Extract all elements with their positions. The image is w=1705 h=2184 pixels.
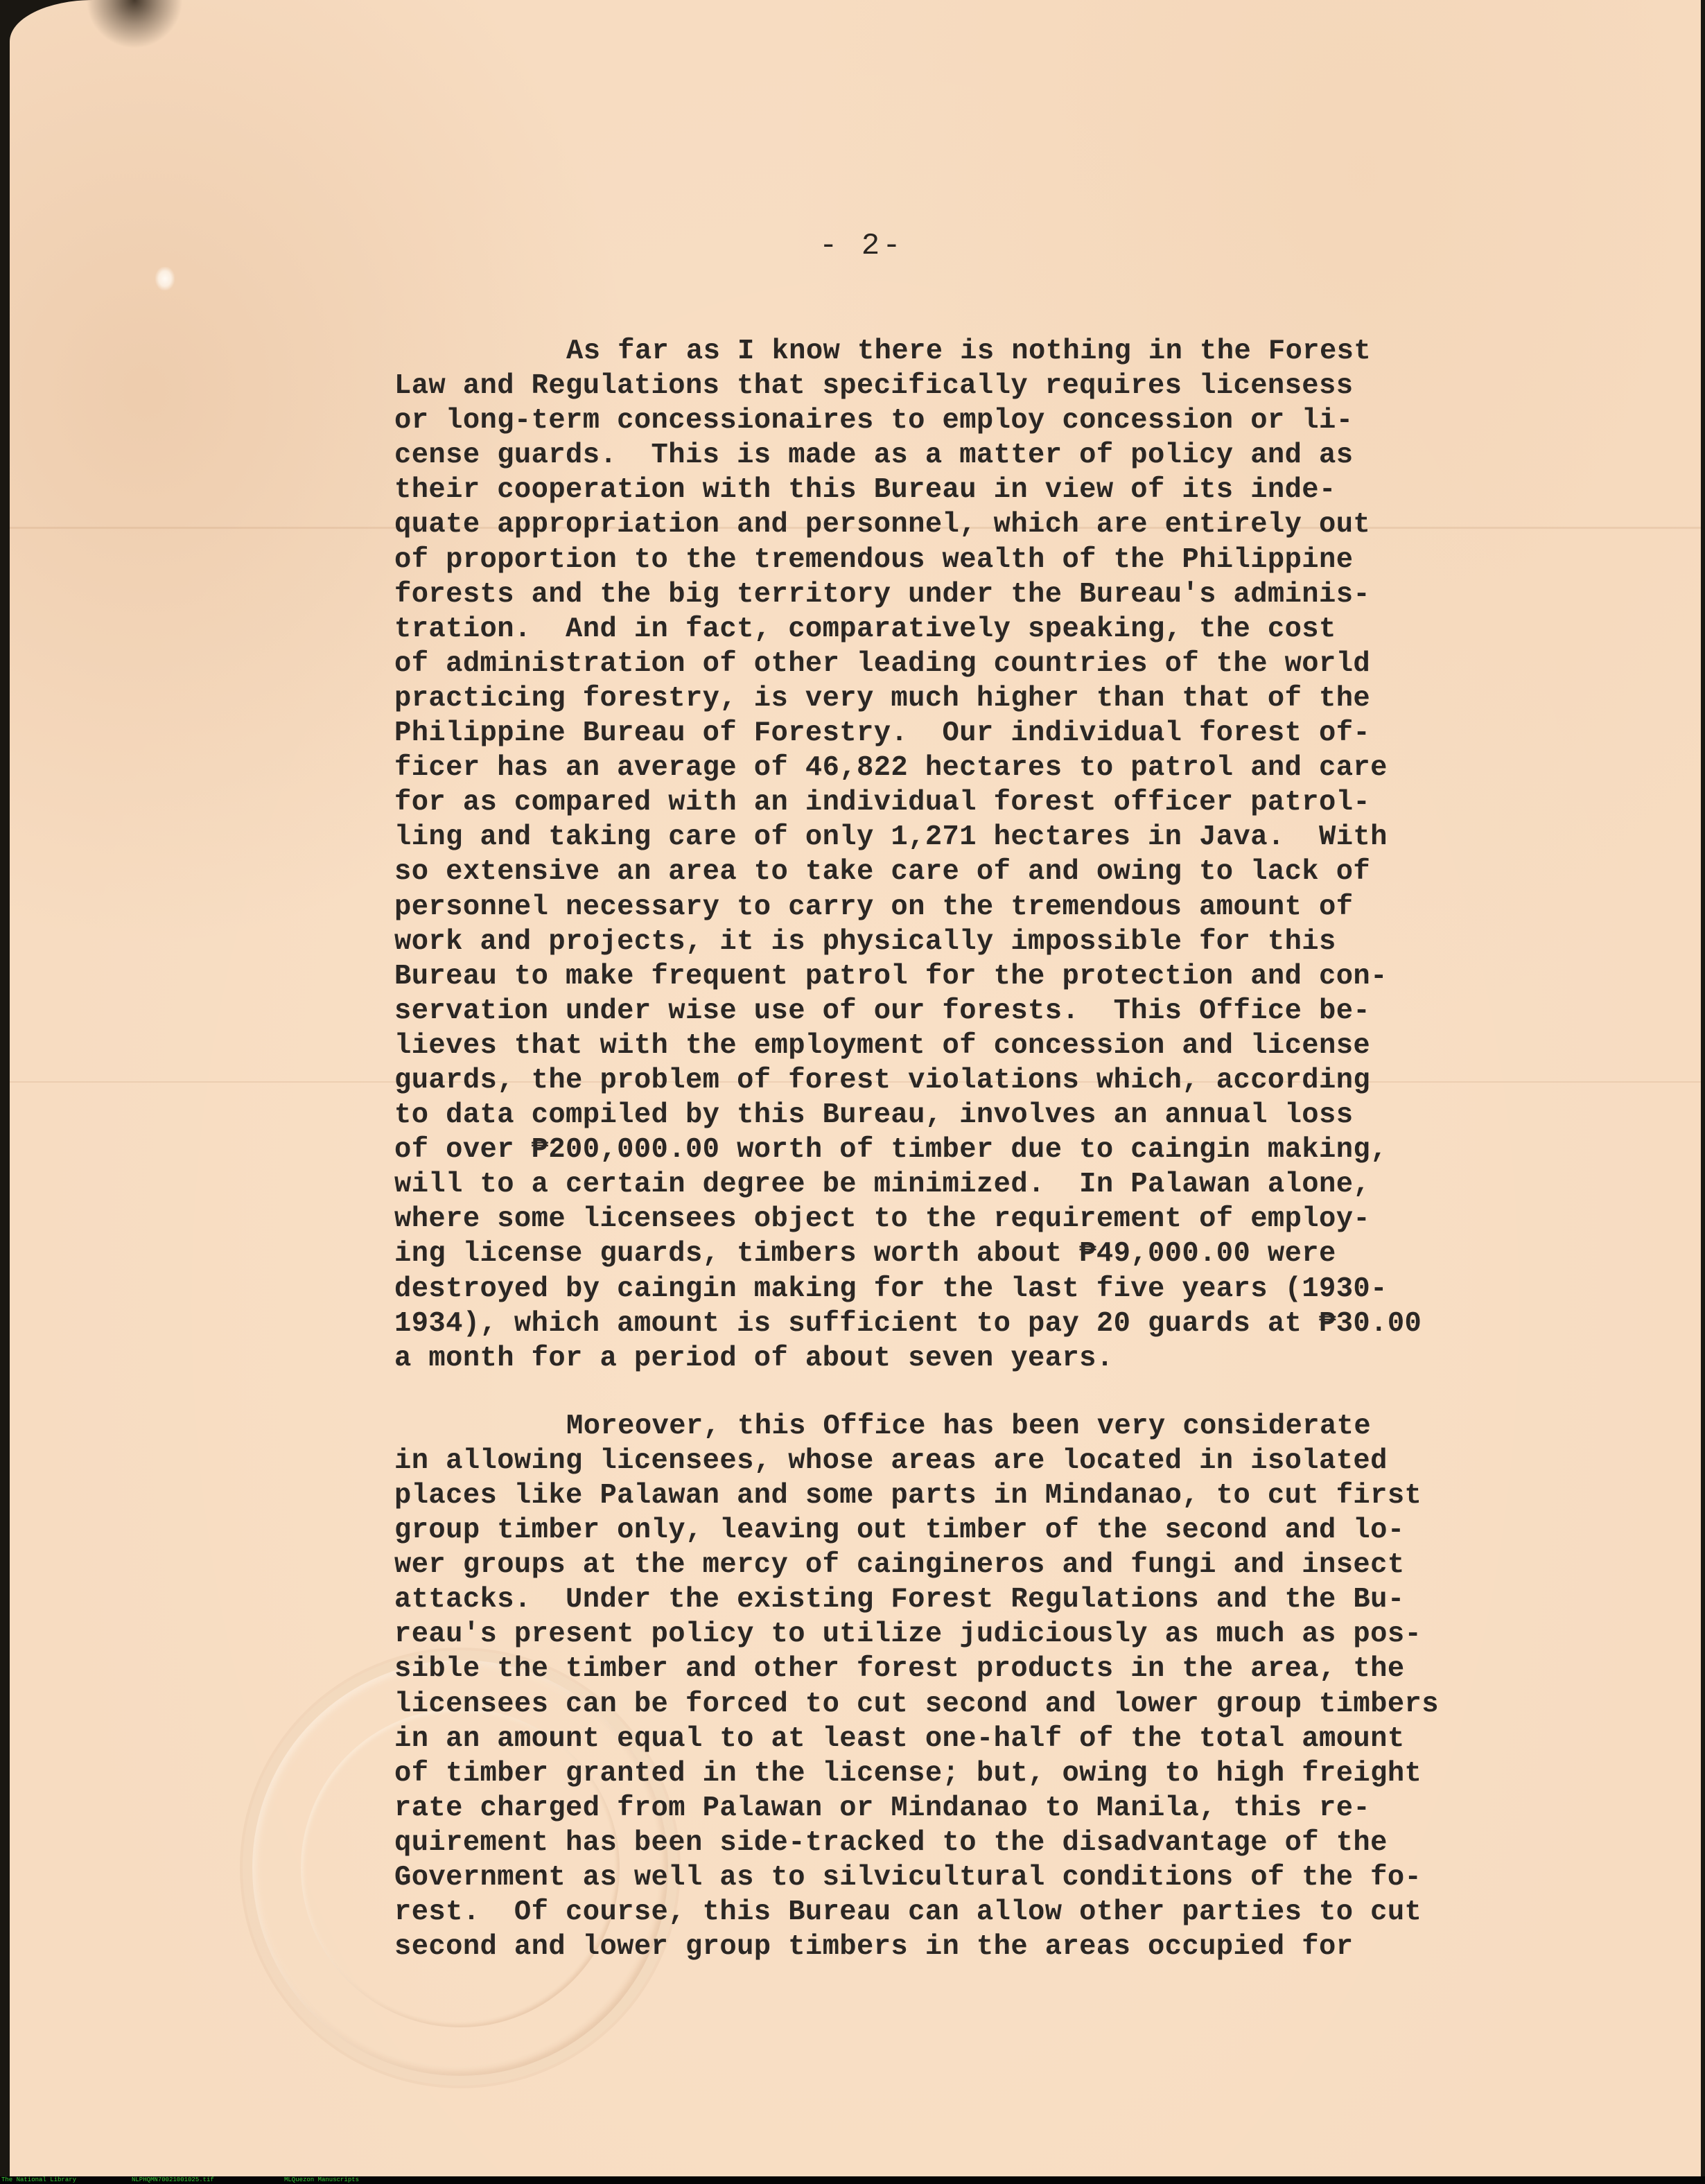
text-line: Moreover, this Office has been very considerate [566, 1410, 1372, 1442]
text-line: their cooperation with this Bureau in view of its inde- [394, 474, 1336, 507]
text-line: to data compiled by this Bureau, involves an annual loss [394, 1099, 1354, 1132]
text-line: of timber granted in the license; but, owing to high freight [394, 1757, 1422, 1790]
page-number: - 2- [819, 229, 904, 263]
footer-institution: The National Library [1, 2176, 77, 2183]
text-line: rate charged from Palawan or Mindanao to Manila, this re- [394, 1792, 1371, 1824]
text-line: in allowing licensees, whose areas are located in isolated [394, 1444, 1388, 1477]
text-line: for as compared with an individual forest officer patrol- [394, 787, 1371, 819]
text-line: personnel necessary to carry on the tremendous amount of [394, 891, 1354, 923]
footer-collection: MLQuezon Manuscripts [284, 2176, 360, 2183]
text-line: of administration of other leading countries of the world [394, 647, 1371, 680]
text-line: group timber only, leaving out timber of the second and lo- [394, 1514, 1405, 1547]
text-line: where some licensees object to the requirement of employ- [394, 1203, 1371, 1236]
text-line: in an amount equal to at least one-half of the total amount [394, 1722, 1405, 1755]
text-line: As far as I know there is nothing in the Forest [566, 335, 1372, 367]
text-line: quirement has been side-tracked to the disadvantage of the [394, 1826, 1388, 1859]
text-line: of over ₱200,000.00 worth of timber due to caingin making, [394, 1134, 1388, 1167]
text-line: rest. Of course, this Bureau can allow other parties to cut [394, 1896, 1422, 1929]
letter-body [394, 334, 1476, 1964]
text-line: lieves that with the employment of concession and license [394, 1029, 1371, 1062]
text-line: destroyed by caingin making for the last five years (1930- [394, 1273, 1388, 1305]
text-line: will to a certain degree be minimized. In Palawan alone, [394, 1169, 1371, 1201]
text-line: places like Palawan and some parts in Mindanao, to cut first [394, 1480, 1422, 1512]
text-line: servation under wise use of our forests. This Office be- [394, 995, 1371, 1027]
text-line: a month for a period of about seven years. [394, 1342, 1114, 1374]
text-line: guards, the problem of forest violations which, according [394, 1064, 1371, 1097]
paragraph-gap [394, 1376, 1476, 1409]
text-line: reau's present policy to utilize judiciously as much as pos- [394, 1618, 1422, 1651]
document-page [10, 0, 1701, 2176]
text-line: forests and the big territory under the Bureau's adminis- [394, 578, 1371, 611]
text-line: 1934), which amount is sufficient to pay 20 guards at ₱30.00 [394, 1307, 1422, 1340]
text-line: sible the timber and other forest products in the area, the [394, 1653, 1405, 1686]
paragraph-1 [394, 334, 1476, 1376]
archive-footer [0, 2176, 1705, 2184]
corner-stain [86, 0, 183, 49]
paragraph-2 [394, 1409, 1476, 1965]
text-line: second and lower group timbers in the areas occupied for [394, 1931, 1354, 1964]
text-line: tration. And in fact, comparatively speaking, the cost [394, 613, 1336, 645]
text-line: so extensive an area to take care of and owing to lack of [394, 856, 1371, 889]
footer-file-name: NLPHQMN70021001025.tif [132, 2176, 214, 2183]
text-line: Philippine Bureau of Forestry. Our individual forest of- [394, 717, 1371, 750]
text-line: licensees can be forced to cut second and lower group timbers [394, 1688, 1439, 1720]
text-line: Bureau to make frequent patrol for the protection and con- [394, 960, 1388, 993]
text-line: wer groups at the mercy of caingineros and fungi and insect [394, 1549, 1405, 1582]
text-line: work and projects, it is physically impossible for this [394, 925, 1336, 958]
text-line: of proportion to the tremendous wealth of the Philippine [394, 543, 1354, 576]
text-line: Government as well as to silvicultural conditions of the fo- [394, 1862, 1422, 1894]
text-line: cense guards. This is made as a matter of policy and as [394, 439, 1354, 472]
text-line: Law and Regulations that specifically requires licensess [394, 370, 1354, 403]
text-line: ling and taking care of only 1,271 hectares in Java. With [394, 821, 1388, 854]
text-line: or long-term concessionaires to employ concession or li- [394, 405, 1354, 437]
text-line: quate appropriation and personnel, which are entirely out [394, 509, 1371, 541]
text-line: ficer has an average of 46,822 hectares to patrol and care [394, 752, 1388, 785]
tack-hole [155, 267, 175, 290]
text-line: attacks. Under the existing Forest Regulations and the Bu- [394, 1584, 1405, 1616]
text-line: ing license guards, timbers worth about ₱49,000.00 were [394, 1238, 1336, 1270]
text-line: practicing forestry, is very much higher than that of the [394, 682, 1371, 715]
